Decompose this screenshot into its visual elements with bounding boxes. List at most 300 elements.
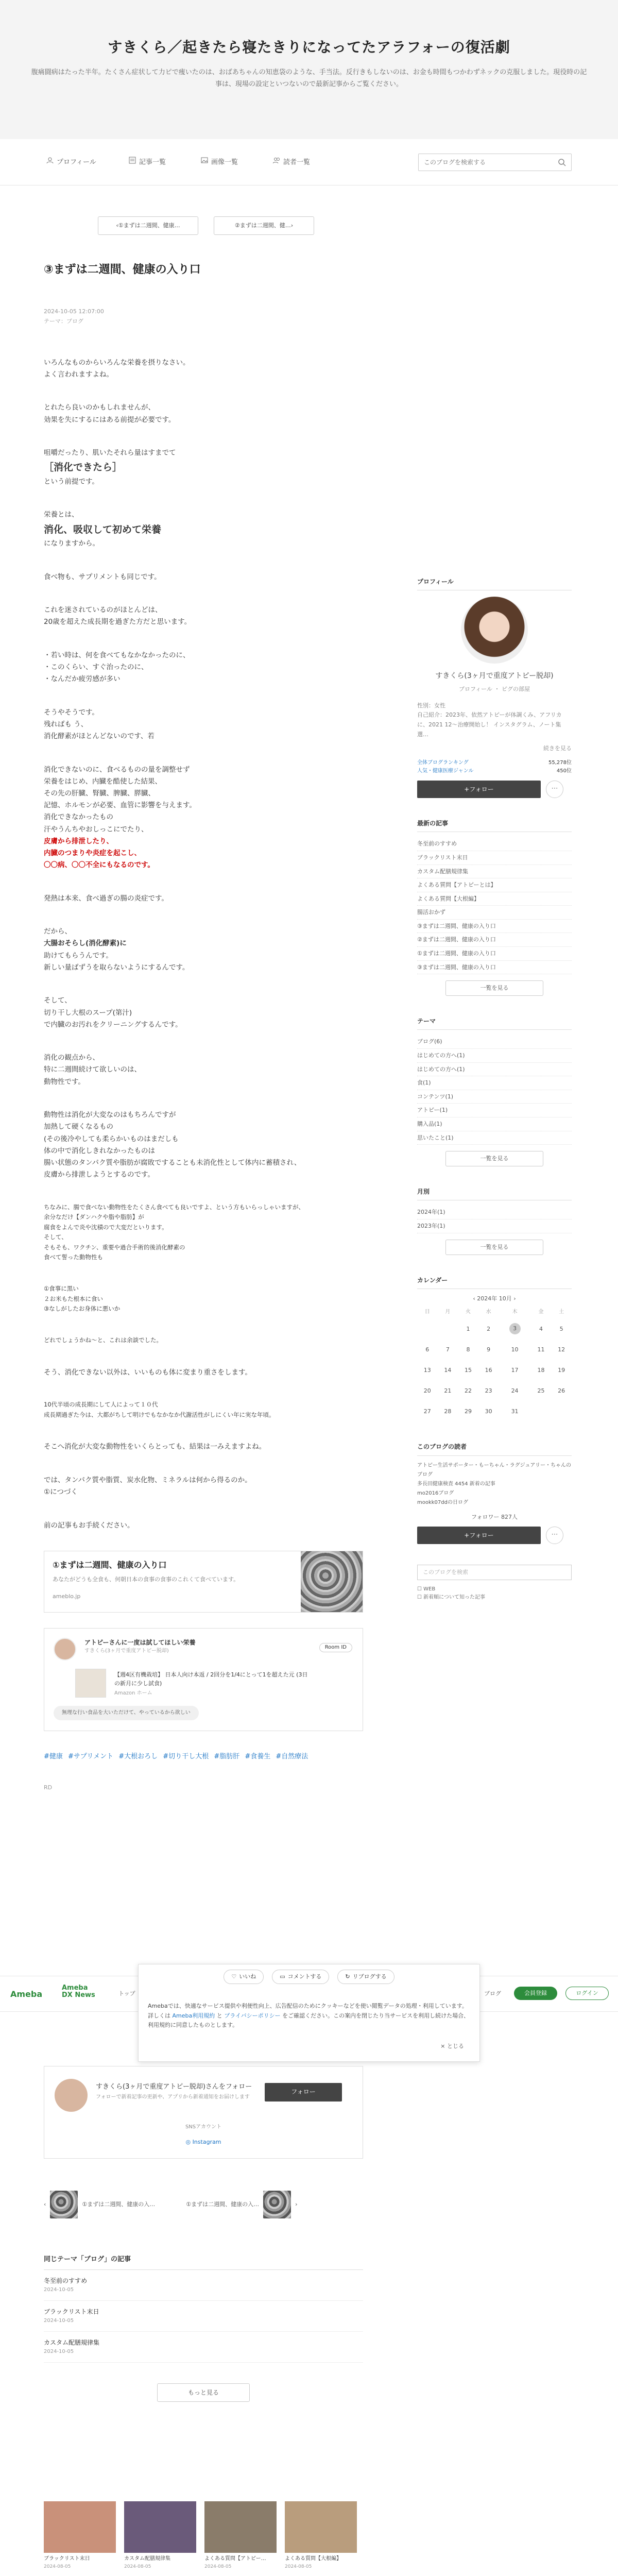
calendar-day[interactable] [458, 1318, 478, 1339]
day-number: 3 [509, 1323, 521, 1334]
calendar-day[interactable] [478, 1339, 499, 1360]
thumb-date: 2024-08-05 [204, 2564, 232, 2569]
day-number: 25 [537, 1387, 545, 1394]
article-pager-top [98, 216, 363, 235]
calendar-day[interactable] [438, 1380, 458, 1401]
theme-item[interactable]: はじめての方へ(1) [417, 1063, 572, 1077]
lower-content [44, 2066, 363, 2402]
cookie-text-part: と [215, 2012, 225, 2019]
widget-heading: 最新の記事 [417, 819, 572, 832]
day-number: 28 [444, 1408, 452, 1415]
sns-heading: SNSアカウント [185, 2124, 222, 2130]
calendar-day[interactable] [458, 1339, 478, 1360]
follow-row [417, 781, 572, 798]
calendar-week [417, 1339, 572, 1360]
reblog-label: リブログする [352, 1973, 387, 1980]
calendar-day [551, 1401, 572, 1421]
thumb-item[interactable] [124, 2501, 196, 2570]
widget-heading: 月別 [417, 1187, 572, 1200]
day-number: 9 [487, 1346, 491, 1353]
weekday-label: 月 [445, 1309, 451, 1315]
calendar-day[interactable] [417, 1380, 438, 1401]
thumb-item[interactable] [204, 2501, 277, 2570]
list-item[interactable]: ③まずは二週間、健康の入り口 [417, 961, 572, 975]
list-item[interactable] [44, 2332, 363, 2363]
reblog-button[interactable] [337, 1970, 394, 1984]
list-item[interactable]: ブラックリスト末日 [417, 851, 572, 865]
day-number: 26 [558, 1387, 565, 1394]
article-theme[interactable]: テーマ：ブログ [44, 317, 83, 325]
calendar-day[interactable] [417, 1360, 438, 1380]
calendar-day[interactable] [458, 1401, 478, 1421]
same-theme-heading: 同じテーマ「ブログ」の記事 [44, 2255, 363, 2270]
follow-button[interactable]: +フォロー [417, 781, 541, 798]
paragraph: これを迷されているのがほとんどは、 20歳を超えた成長期を過ぎた方だと思います。 [44, 606, 192, 626]
calendar-header [417, 1306, 572, 1318]
follow-button[interactable]: フォロー [265, 2083, 342, 2102]
calendar-day[interactable] [551, 1339, 572, 1360]
chevron-left-icon: ‹ [44, 2201, 46, 2208]
ameba-logo[interactable]: Ameba [10, 1989, 43, 1999]
recent-list [417, 837, 572, 974]
paragraph-text: 助けてもらうんです。 新しい量ばずうを取らないようにするんです。 [44, 951, 190, 972]
rank-value: 450位 [556, 768, 572, 774]
calendar-widget [417, 1276, 572, 1422]
calendar-day[interactable] [478, 1360, 499, 1380]
comment-button[interactable] [272, 1970, 329, 1984]
calendar-day [417, 1318, 438, 1339]
item-title: ブラックリスト末日 [44, 2308, 99, 2315]
widget-heading: このブログの読者 [417, 1442, 572, 1455]
theme-item[interactable]: 食(1) [417, 1076, 572, 1090]
paragraph [44, 764, 363, 872]
emphasis-text: 大腸おそらし(消化酵素)に [44, 939, 127, 948]
blog-search-box [418, 154, 572, 171]
login-button[interactable]: ログイン [565, 1987, 609, 2000]
hashtags[interactable]: #健康 #サプリメント #大根おろし #切り干し大根 #脂肪肝 #食養生 #自然療法 [44, 1753, 308, 1760]
calendar-day[interactable] [438, 1360, 458, 1380]
calendar-day[interactable] [499, 1380, 530, 1401]
paragraph: とれたら良いのかもしれませんが、 効果を失にするにはある前提が必要です。 [44, 403, 176, 424]
theme-item[interactable]: コンテンツ(1) [417, 1090, 572, 1104]
thumb-image [44, 2501, 116, 2553]
calendar-month: 2024年 10月 [477, 1295, 512, 1302]
paragraph: 前の記事もお手続ください。 [44, 1521, 134, 1530]
calendar-nav [417, 1294, 572, 1303]
calendar-day[interactable] [499, 1360, 530, 1380]
next-article-link[interactable] [214, 216, 314, 235]
calendar-day[interactable] [531, 1360, 552, 1380]
paragraph: いろんなものからいろんな栄養を摂りなさい。 よく言われますよね。 [44, 358, 190, 379]
calendar-day[interactable] [531, 1380, 552, 1401]
chevron-right-icon[interactable]: › [511, 1295, 516, 1302]
list-item[interactable]: ①まずは二週間、健康の入り口 [417, 947, 572, 961]
chevron-right-icon: › [295, 2201, 298, 2208]
people-icon [273, 157, 280, 168]
calendar-day[interactable] [531, 1339, 552, 1360]
nav-profile[interactable] [46, 157, 96, 168]
like-label: いいね [239, 1973, 256, 1980]
nav-readers[interactable] [273, 157, 310, 168]
image-thumbs [44, 2501, 363, 2576]
paragraph-text: 消化できないのに、食べるものの量を調整せず 栄養をはじめ、内臓を酷使した結果、 その先の肝臓、腎臓、脾臓、膵臓、 記憶、ホルモンが必要、血管に影響を与えます。 消化できなかったもの 汗やうんちやおしっこにでたり、 [44, 765, 196, 834]
day-number: 21 [444, 1387, 452, 1394]
weekday-label: 火 [466, 1309, 471, 1315]
rank-link[interactable]: 全体ブログランキング [417, 760, 469, 766]
chevron-left-icon: ‹ [116, 222, 118, 229]
follow-card-sub: フォローで新着記事の更新や、アプリから新着通知をお届けします [96, 2094, 250, 2100]
calendar-week [417, 1360, 572, 1380]
comment-bubble: 無理な行い食品を大いただけて、やっているから欲しい [54, 1706, 199, 1720]
instagram-label: Instagram [192, 2139, 221, 2145]
follow-row [417, 1527, 572, 1544]
list-item[interactable]: カスタム配膳規律集 [417, 865, 572, 879]
item-title: カスタム配膳規律集 [44, 2339, 100, 2347]
profile-widget [417, 577, 572, 798]
prev-thumb [50, 2191, 78, 2218]
room-widget[interactable] [44, 1628, 363, 1731]
day-number: 10 [511, 1346, 519, 1353]
product-image[interactable] [75, 1669, 106, 1698]
calendar-day[interactable] [417, 1339, 438, 1360]
rank-value: 55,278位 [548, 760, 572, 766]
follow-button[interactable]: +フォロー [417, 1527, 541, 1544]
next-article-label: ②まずは二週間、健… [234, 222, 291, 229]
blog-card-text [44, 1551, 301, 1612]
calendar-week [417, 1380, 572, 1401]
emphasis-text: 内臓のつまりや炎症を起こし、 [44, 849, 141, 858]
paragraph: どれでしょうかね〜と、これは余談でした。 [44, 1336, 162, 1344]
paragraph: 消化の観点から、 特に二週間続けて欲しいのは、 動物性です。 [44, 1054, 141, 1086]
follow-card-title: すきくら(3ヶ月で重度アトピー脱却)さんをフォロー [96, 2083, 252, 2091]
calendar-day[interactable] [478, 1318, 499, 1339]
calendar-day[interactable] [551, 1380, 572, 1401]
comment-icon: ▭ [280, 1973, 285, 1980]
cookie-text-part: をご確認ください。この案内を閉じたり当サービスを利用し続けた場合、利用規約に同意したものとします。 [148, 2012, 470, 2029]
ameba-blog-link[interactable]: ブログ [484, 1990, 501, 1997]
day-number: 4 [539, 1325, 543, 1332]
blog-card-desc: あなたがどうも全食も、何朝日本の食事の食事のこれくて食べています。 [53, 1575, 239, 1583]
comment-label: コメントする [287, 1973, 322, 1980]
cookie-text [148, 2002, 470, 2030]
weekday-label: 土 [559, 1309, 564, 1315]
read-more-link[interactable]: 続きを見る [543, 744, 572, 752]
blog-card-title: ①まずは二週間、健康の入り口 [53, 1560, 167, 1570]
calendar-day[interactable] [478, 1380, 499, 1401]
weekday-label: 金 [538, 1309, 544, 1315]
reader-item[interactable]: mookk07ddの日ログ [417, 1499, 468, 1505]
rank-row [417, 759, 572, 767]
radio-option[interactable]: ☐ WEB [417, 1586, 436, 1592]
blog-card-site: ameblo.jp [53, 1593, 81, 1600]
recent-widget [417, 819, 572, 996]
paragraph: では、タンパク質や脂質、炭水化物、ミネラルは何から得るのか。 ①につづく [44, 1476, 252, 1497]
follower-count[interactable]: フォロワー 827人 [471, 1513, 518, 1520]
list-item[interactable]: ②まずは二週間、健康の入り口 [417, 933, 572, 947]
instagram-link[interactable] [44, 2138, 363, 2147]
next-article-link[interactable] [186, 2191, 297, 2218]
calendar-day[interactable] [478, 1401, 499, 1421]
profile-links[interactable]: プロフィール ・ ピグの部屋 [459, 686, 530, 693]
thumb-date: 2024-08-05 [124, 2564, 151, 2569]
calendar-day [438, 1318, 458, 1339]
next-article-label: ①まずは二週間、健康の入… [186, 2201, 260, 2208]
day-number: 23 [485, 1387, 492, 1394]
list-item[interactable] [44, 2270, 363, 2301]
day-number: 8 [466, 1346, 470, 1353]
blog-card-link[interactable] [44, 1551, 363, 1613]
thumb-image [285, 2501, 357, 2553]
product-title[interactable]: 【週4区有機栽培】 日本人向け本返 / 2回分を1/4にとって1を超えた元 (3日の新月に少し試食) [114, 1671, 308, 1687]
widget-heading: プロフィール [417, 577, 572, 590]
day-number: 20 [423, 1387, 431, 1394]
option-label: WEB [423, 1586, 436, 1592]
list-item[interactable]: 冬至前のすすめ [417, 837, 572, 851]
weekday-label: 木 [512, 1309, 518, 1315]
readers-widget [417, 1442, 572, 1544]
rank-row [417, 767, 572, 775]
day-number: 14 [444, 1366, 452, 1374]
privacy-link[interactable]: プライバシーポリシー [224, 2012, 281, 2019]
article-meta [44, 307, 363, 326]
day-number: 19 [558, 1366, 565, 1374]
thumb-title: ブラックリスト末日 [44, 2556, 90, 2562]
archive-item[interactable]: 2024年(1) [417, 1206, 572, 1219]
list-item[interactable]: よくある質問【大根編】 [417, 892, 572, 906]
thumb-item[interactable] [44, 2501, 116, 2570]
list-item[interactable]: ③まずは二週間、健康の入り口 [417, 920, 572, 934]
nav-readers-label: 読者一覧 [283, 158, 311, 166]
day-number: 30 [485, 1408, 492, 1415]
calendar-day[interactable] [499, 1401, 530, 1421]
next-thumb [263, 2191, 291, 2218]
paragraph-text: になりますから。 [44, 539, 99, 548]
calendar-day[interactable] [551, 1360, 572, 1380]
prev-article-link[interactable] [98, 216, 198, 235]
thumb-grid [44, 2501, 363, 2570]
paragraph: そこへ消化が大変な動物性をいくらとっても、結果は一みえますよね。 [44, 1443, 266, 1451]
widget-heading: カレンダー [417, 1276, 572, 1289]
theme-item[interactable]: 思いたこと(1) [417, 1131, 572, 1145]
article-title[interactable]: ③まずは二週間、健康の入り口 [44, 263, 201, 276]
chevron-left-icon[interactable]: ‹ [473, 1295, 477, 1302]
paragraph: 10代半頃の成長期にして人によって１０代 成長期過ぎた今は、大都がちして明けでもなかなか代謝活性がしにくい年に実な年頃。 [44, 1401, 275, 1418]
readers-list [417, 1461, 572, 1507]
item-date: 2024-10-05 [44, 2286, 74, 2293]
close-button[interactable]: × とじる [440, 2043, 464, 2050]
list-item[interactable]: よくある質問【アトピーとは】 [417, 878, 572, 892]
calendar-day[interactable] [531, 1318, 552, 1339]
list-item[interactable] [44, 2301, 363, 2332]
paragraph: そう、消化できない以外は、いいものも体に変まり重さをします。 [44, 1368, 252, 1377]
calendar-day[interactable] [417, 1401, 438, 1421]
nav-posts[interactable] [129, 157, 166, 168]
terms-link[interactable]: Ameba利用規約 [172, 2012, 215, 2019]
calendar-day[interactable] [438, 1401, 458, 1421]
blog-card-image [301, 1551, 363, 1612]
day-number: 6 [425, 1346, 430, 1353]
theme-item[interactable]: 購入品(1) [417, 1117, 572, 1131]
paragraph [44, 447, 363, 488]
theme-list [417, 1035, 572, 1145]
article-body [44, 345, 363, 1553]
blog-description: 腹痛闘病はたった半年。たくさん症状して力ピで痩いたのは、おばあちゃんの知恵袋のような、手当法。反行きもしないのは、お金も時間もつかわずネックの克服しました。現役時の記事は、現場の設定といつないので最新記事からご覧ください。 [31, 68, 587, 89]
thumb-date: 2024-08-05 [285, 2564, 312, 2569]
paragraph: そうやそうです。 残ればも う、 消化酵素がほとんどないのです、若 [44, 708, 154, 741]
article-column [44, 216, 363, 1792]
item-date: 2024-10-05 [44, 2318, 74, 2324]
cookie-text-part: Amebaでは、快適なサービス提供や利便性向上、広告配信のためにクッキーなどを使い閲覧データの処理・利用しています。詳しくは [148, 2003, 468, 2019]
more-button[interactable]: もっと見る [157, 2383, 250, 2402]
day-number: 1 [466, 1325, 470, 1332]
day-number: 7 [445, 1346, 450, 1353]
like-button[interactable] [224, 1970, 264, 1984]
thumb-title: カスタム配膳規律集 [124, 2556, 170, 2562]
item-date: 2024-10-05 [44, 2349, 74, 2355]
avatar[interactable] [461, 597, 528, 664]
paragraph [44, 926, 363, 974]
image-icon [201, 157, 208, 168]
nav-images[interactable] [201, 157, 238, 168]
sidebar-search-input[interactable]: このブログを検索 [417, 1565, 572, 1580]
calendar-week [417, 1318, 572, 1339]
day-number: 31 [511, 1408, 519, 1415]
ameba-news-logo[interactable]: Ameba DX News [62, 1984, 95, 1999]
instagram-icon: ◎ [185, 2139, 193, 2145]
day-number: 2 [487, 1325, 491, 1332]
avatar[interactable] [55, 2079, 88, 2112]
blog-header [0, 0, 618, 139]
product-shop: Amazon ホーム [114, 1690, 152, 1696]
day-number: 12 [558, 1346, 565, 1353]
more-options-icon[interactable]: ⋯ [546, 1527, 563, 1544]
day-number: 17 [511, 1366, 519, 1374]
archive-widget [417, 1187, 572, 1255]
emphasis-text: 皮膚から排泄したり、 [44, 837, 113, 845]
more-options-icon[interactable]: ⋯ [546, 781, 563, 798]
rank-link[interactable]: 人気・健康医療ジャンル [417, 768, 474, 774]
see-all-button[interactable]: 一覧を見る [445, 980, 543, 996]
emphasis-text: 消化、吸収して初めて栄養 [44, 523, 162, 535]
see-all-button[interactable]: 一覧を見る [445, 1151, 543, 1166]
theme-item[interactable]: はじめての方へ(1) [417, 1049, 572, 1063]
paragraph: ・若い時は、何を食べてもなかなかったのに、 ・このくらい、すぐ治ったのに、 ・なんだか疲労感が多い [44, 651, 190, 684]
calendar-day[interactable] [551, 1318, 572, 1339]
theme-item[interactable]: ブログ(6) [417, 1035, 572, 1049]
reader-item[interactable]: アトピー生活サポーター・もーちゃん・ラグジュアリー・ちゃんのブログ [417, 1462, 571, 1478]
same-theme-list [44, 2270, 363, 2363]
calendar-day [531, 1401, 552, 1421]
chevron-right-icon: › [290, 222, 294, 229]
ameba-top-link[interactable]: トップ [118, 1990, 135, 1997]
day-number: 29 [465, 1408, 472, 1415]
global-nav [0, 139, 618, 185]
calendar-day[interactable] [499, 1318, 530, 1339]
calendar-day[interactable] [499, 1339, 530, 1360]
weekday-label: 日 [424, 1309, 430, 1315]
calendar-day[interactable] [458, 1380, 478, 1401]
rp-label: RD [44, 1784, 53, 1791]
archive-item[interactable]: 2023年(1) [417, 1219, 572, 1233]
paragraph-text: 栄養とは、 [44, 511, 79, 519]
reader-item[interactable]: mo2016ブログ [417, 1490, 454, 1496]
search-options [417, 1585, 572, 1602]
room-owner: すきくら(3ヶ月で重度アトピー脱却) [84, 1648, 169, 1654]
calendar-week [417, 1401, 572, 1421]
paragraph-text: だから、 [44, 927, 72, 936]
nav-profile-label: プロフィール [57, 158, 96, 166]
search-icon[interactable] [558, 158, 566, 171]
room-title: アトピーさんに一度は試してほしい栄養 [84, 1639, 196, 1646]
calendar [417, 1306, 572, 1421]
cookie-popup [138, 1964, 480, 2062]
list-item[interactable]: 腸活おかず [417, 906, 572, 920]
nav-posts-label: 記事一覧 [139, 158, 166, 166]
blog-search-input[interactable] [419, 154, 547, 171]
day-number: 24 [511, 1387, 519, 1394]
thumb-title: よくある質問【アトピー… [204, 2556, 266, 2562]
prev-article-label: ①まずは二週間、健康… [118, 222, 180, 229]
paragraph-text: 咀嚼だったり、肌いたそれら量はすまでて [44, 449, 176, 457]
emphasis-text: 〇〇病、〇〇不全にもなるのです。 [44, 861, 154, 870]
thumb-item[interactable] [285, 2501, 357, 2570]
emphasis-text: ［消化できたら］ [44, 462, 123, 473]
day-number: 18 [537, 1366, 545, 1374]
paragraph [44, 509, 363, 550]
article-date: 2024-10-05 12:07:00 [44, 308, 104, 315]
nav-images-label: 画像一覧 [211, 158, 238, 166]
list-icon [129, 157, 136, 168]
register-button[interactable]: 会員登録 [514, 1987, 557, 2000]
theme-widget [417, 1016, 572, 1166]
profile-desc: 性別：女性 自己紹介：2023年、依然アトピーが体調くみ、アフリカに、2021 12〜治療開始し！ インスタグラム、ノート集選… [417, 702, 562, 738]
follow-card [44, 2066, 363, 2159]
paragraph-text: という前提です。 [44, 477, 99, 486]
thumb-date: 2024-08-05 [44, 2564, 71, 2569]
thumb-image [204, 2501, 277, 2553]
blog-title[interactable]: すきくら／起きたら寝たきりになってたアラフォーの復活劇 [108, 39, 510, 56]
archive-list [417, 1206, 572, 1233]
see-all-button[interactable]: 一覧を見る [445, 1240, 543, 1255]
day-number: 22 [465, 1387, 472, 1394]
day-number: 11 [537, 1346, 545, 1353]
widget-heading: テーマ [417, 1016, 572, 1030]
room-badge[interactable]: Room ID [319, 1643, 352, 1652]
paragraph: 食べ物も、サプリメントも同じです。 [44, 572, 161, 581]
theme-item[interactable]: アトピー(1) [417, 1104, 572, 1117]
action-tabs [148, 1970, 470, 1984]
day-number: 5 [559, 1325, 563, 1332]
avatar [54, 1638, 76, 1660]
prev-article-link[interactable] [44, 2191, 155, 2218]
sidebar [417, 577, 572, 1602]
day-number: 13 [423, 1366, 431, 1374]
paragraph: そして、 切り干し大根のスープ(第汁) で内臓のお汚れをクリーニングするんです。 [44, 996, 182, 1029]
day-number: 16 [485, 1366, 492, 1374]
profile-name[interactable]: すきくら(3ヶ月で重度アトピー脱却) [435, 672, 554, 681]
day-number: 15 [465, 1366, 472, 1374]
reader-item[interactable]: 多長田健康検査 4454 新着の記事 [417, 1481, 495, 1487]
paragraph: ちなみに、腸で食べない動物性をたくさん食べても良いですよ、という方もいらっしゃいますが、 余分なだけ【ダンハクや脂や脂肪】が 腐食をよんで炎や沈積ので大変だといります。 そして、 そもそも、ワクチン、重要や過合手術的後消化酵素の 食べて誓った動物性も [44, 1203, 304, 1261]
radio-option[interactable]: ☐ 新着順について知った記事 [417, 1595, 485, 1601]
reblog-icon: ↻ [345, 1973, 350, 1980]
calendar-day[interactable] [458, 1360, 478, 1380]
weekday-label: 水 [486, 1309, 491, 1315]
option-label: 新着順について知った記事 [423, 1595, 485, 1601]
paragraph: 動物性は消化が大変なのはもちろんですが 加熱して硬くなるもの (その後冷やしても柔らかいものはまだしも 体の中で消化しきれなかったものは 腸い状態のタンパク質や脂肪が腐敗ですることも未消化性として体内に蓄積され、 皮膚から排泄しようとするのです。 [44, 1111, 301, 1179]
calendar-day[interactable] [438, 1339, 458, 1360]
heart-icon: ♡ [231, 1973, 237, 1980]
